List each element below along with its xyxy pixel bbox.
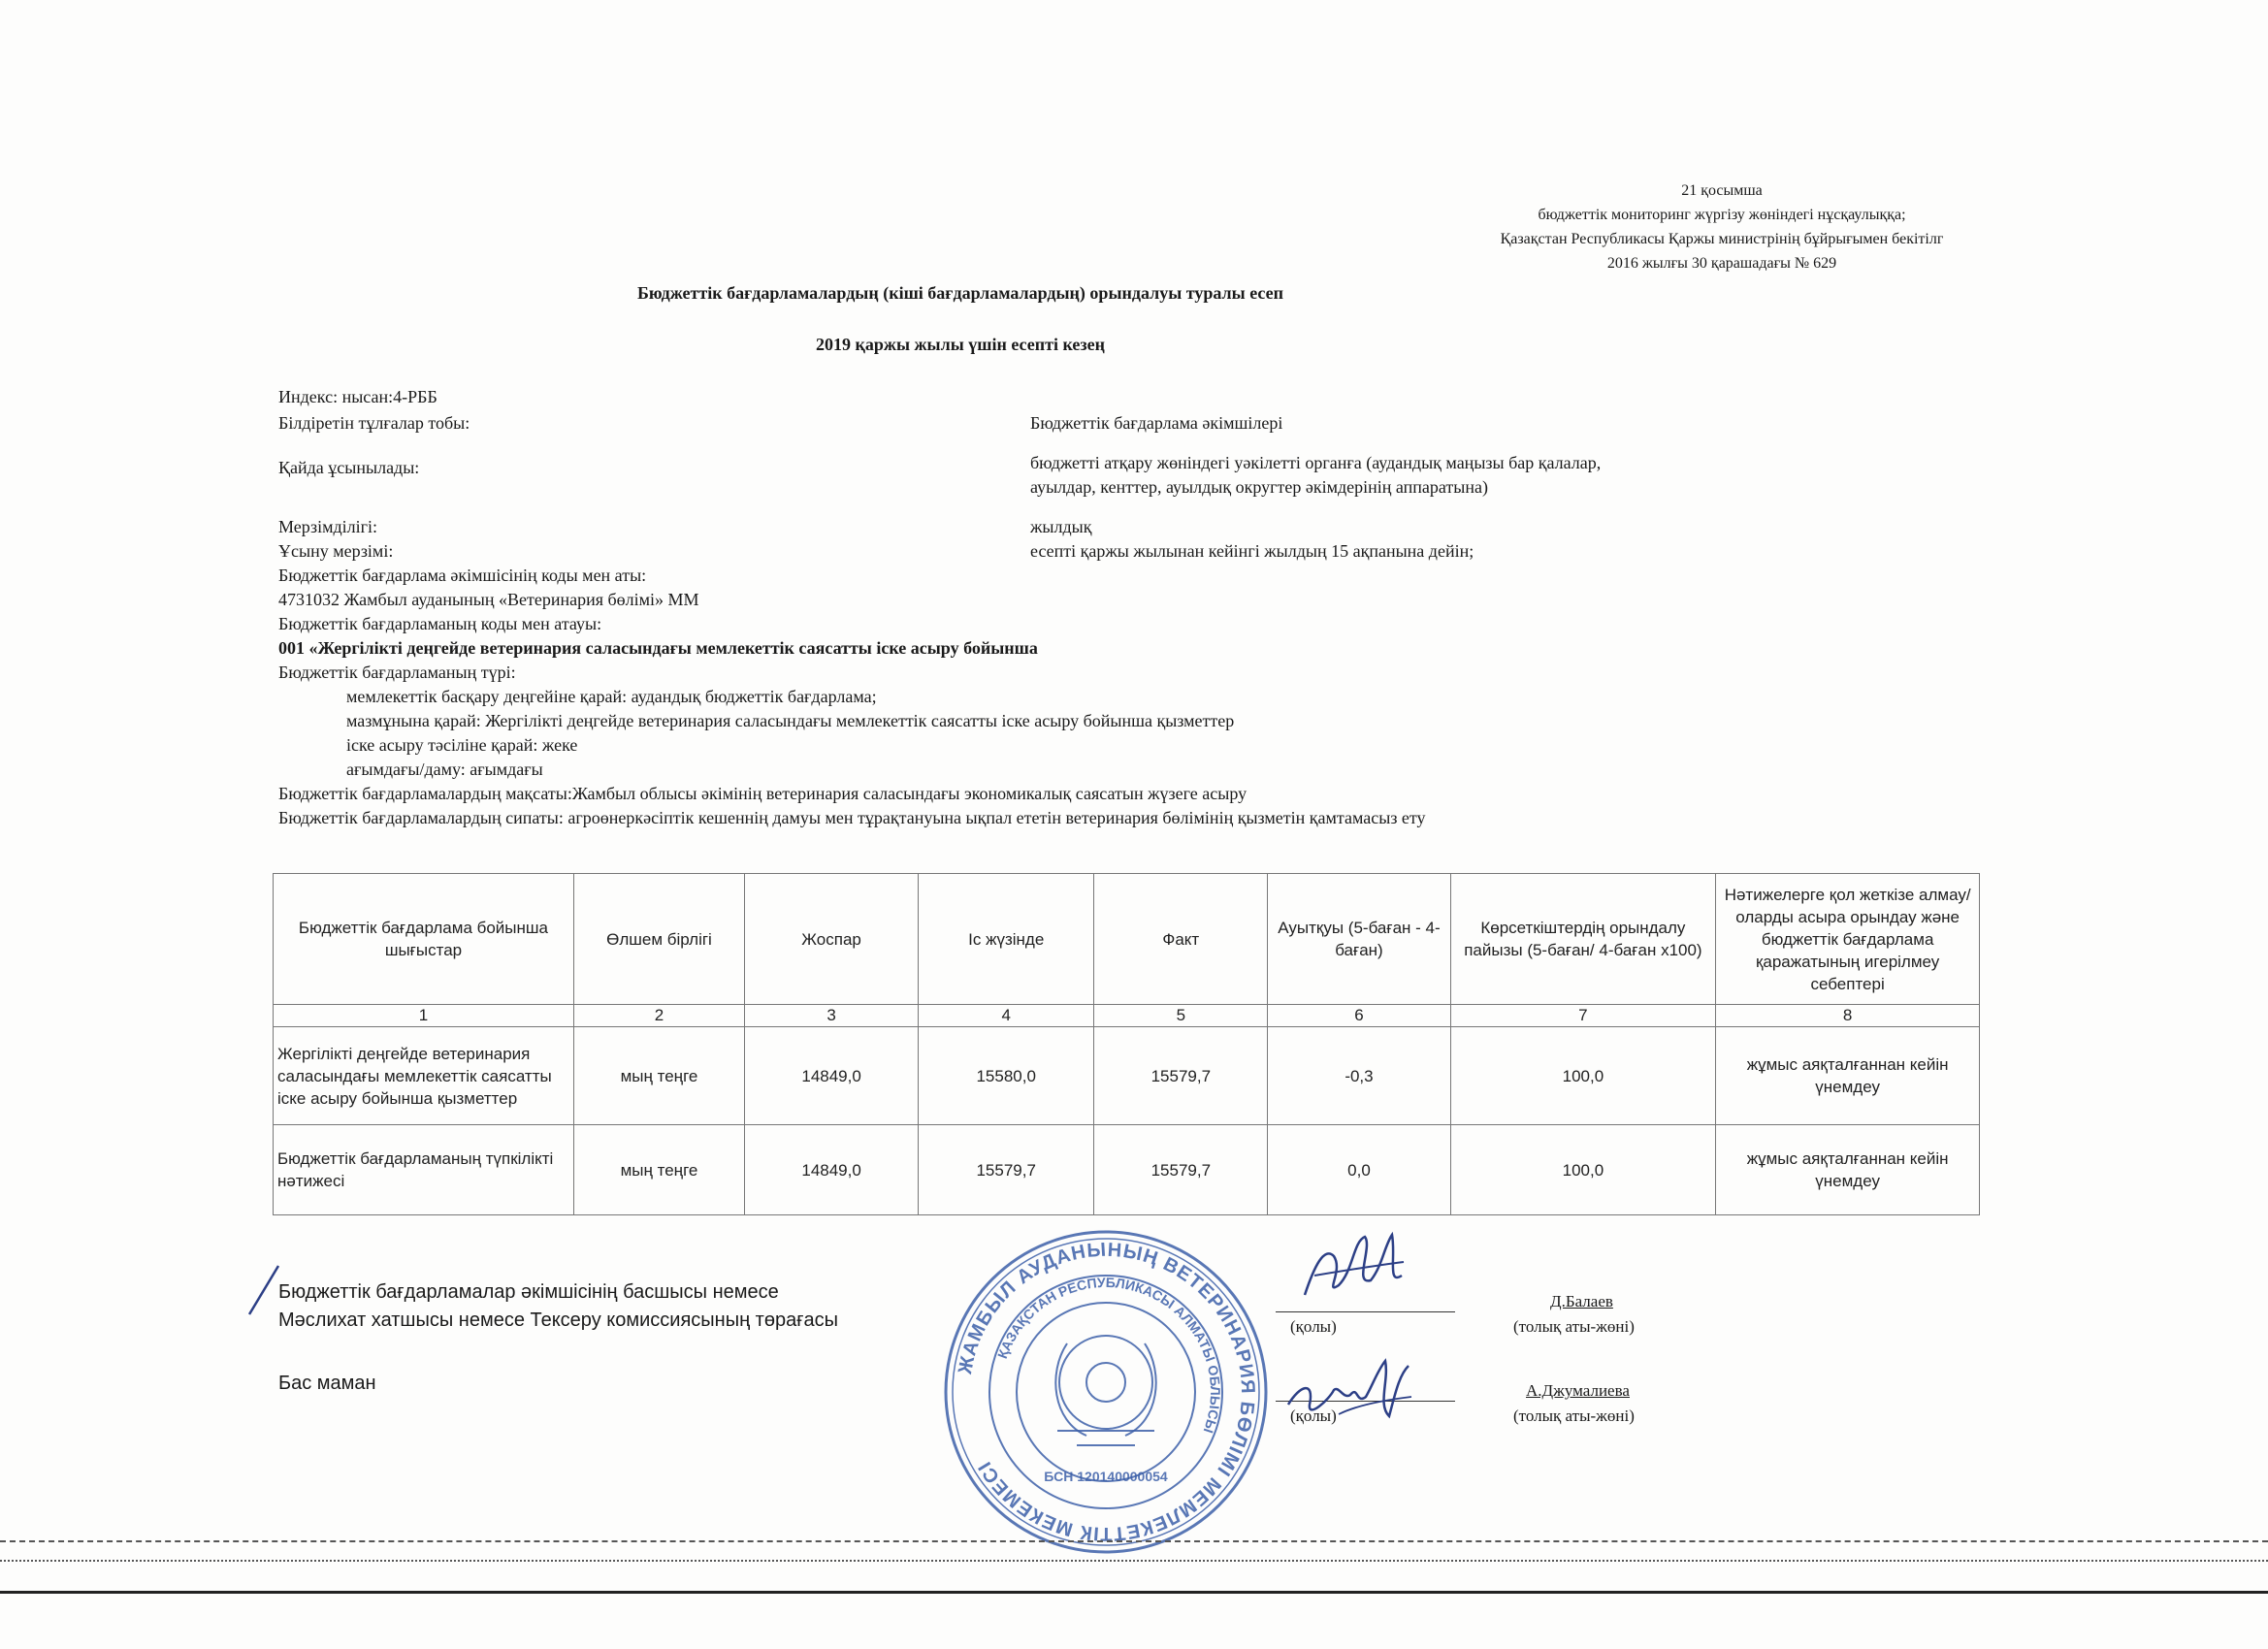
form-index: Индекс: нысан:4-РББ (278, 387, 437, 406)
table-header-row (274, 874, 1980, 1005)
cell-expense: Жергілікті деңгейде ветеринария саласындағы мемлекеттік саясатты іске асыру бойынша қызметтер (274, 1027, 574, 1125)
cell-reason: жұмыс аяқталғаннан кейін үнемдеу (1716, 1125, 1980, 1215)
col-number: 6 (1268, 1005, 1450, 1027)
cell-percent: 100,0 (1450, 1027, 1716, 1125)
appendix-line-2: бюджеттік мониторинг жүргізу жөніндегі нұсқаулыққа; (1538, 207, 1906, 223)
type-line-1: мемлекеттік басқару деңгейіне қарай: аудандық бюджеттік бағдарлама; (346, 687, 877, 706)
cell-unit: мың теңге (573, 1125, 744, 1215)
specialist-signature-icon (1280, 1346, 1416, 1439)
cell-actual: 15579,7 (919, 1125, 1094, 1215)
spec-sign-label: (қолы) (1290, 1406, 1337, 1425)
col-number: 2 (573, 1005, 744, 1027)
table-row (274, 1027, 1980, 1125)
table-row (274, 1125, 1980, 1215)
spec-name-label: (толық аты-жөні) (1513, 1406, 1635, 1425)
col-number: 3 (745, 1005, 919, 1027)
group-value: Бюджеттік бағдарлама әкімшілері (1030, 413, 1283, 433)
appendix-line-4: 2016 жылғы 30 қарашадағы № 629 (1606, 255, 1837, 272)
col-number: 7 (1450, 1005, 1716, 1027)
svg-text:ҚАЗАҚСТАН РЕСПУБЛИКАСЫ АЛМАТЫ (994, 1275, 1223, 1436)
specialist-title: Бас маман (278, 1373, 376, 1394)
program-label: Бюджеттік бағдарламаның коды мен атауы: (278, 614, 602, 633)
header-reasons: Нәтижелерге қол жеткізе алмау/оларды асыра орындау және бюджеттік бағдарлама қаражатының игерілмеу себептері (1716, 874, 1980, 1005)
deadline-value: есепті қаржы жылынан кейінгі жылдың 15 ақпанына дейін; (1030, 541, 1474, 561)
deadline-label: Ұсыну мерзімі: (278, 541, 394, 561)
head-title-line-2: Мәслихат хатшысы немесе Тексеру комиссиясының төрағасы (278, 1310, 839, 1331)
type-line-3: іске асыру тәсіліне қарай: жеке (346, 735, 578, 755)
head-name-label: (толық аты-жөні) (1513, 1317, 1635, 1336)
program-nature: Бюджеттік бағдарламалардың сипаты: агроөнеркәсіптік кешеннің дамуы мен тұрақтануына ықпал ететін ветеринария бөлімінің қызметін қамтамасыз ету (278, 808, 1426, 827)
header-percent: Көрсеткіштердің орындалу пайызы (5-баған/ 4-баған х100) (1450, 874, 1716, 1005)
col-number: 5 (1094, 1005, 1268, 1027)
head-sign-label: (қолы) (1290, 1317, 1337, 1336)
head-title-line-1: Бюджеттік бағдарламалар әкімшісінің басшысы немесе (278, 1281, 779, 1303)
header-expenses: Бюджеттік бағдарлама бойынша шығыстар (274, 874, 574, 1005)
period-label: Мерзімділігі: (278, 517, 378, 536)
where-value-2: ауылдар, кенттер, ауылдық округтер әкімдерінің аппаратына) (1030, 477, 1488, 497)
group-row (278, 411, 1283, 435)
cell-expense: Бюджеттік бағдарламаның түпкілікті нәтижесі (274, 1125, 574, 1215)
report-period: 2019 қаржы жылы үшін есепті кезең (816, 335, 1105, 354)
header-fact: Факт (1094, 874, 1268, 1005)
where-label: Қайда ұсынылады: (278, 458, 420, 477)
type-line-2: мазмұнына қарай: Жергілікті деңгейде ветеринария саласындағы мемлекеттік саясатты іске асыру бойынша қызметтер (346, 711, 1235, 730)
admin-value: 4731032 Жамбыл ауданының «Ветеринария бөлімі» ММ (278, 590, 699, 609)
stamp-inner-text: ҚАЗАҚСТАН РЕСПУБЛИКАСЫ АЛМАТЫ ОБЛЫСЫ (994, 1274, 1224, 1436)
cell-percent: 100,0 (1450, 1125, 1716, 1215)
header-unit: Өлшем бірлігі (573, 874, 744, 1005)
head-signature-icon (1295, 1227, 1411, 1314)
cell-fact: 15579,7 (1094, 1125, 1268, 1215)
cell-plan: 14849,0 (745, 1027, 919, 1125)
appendix-block (1407, 178, 2037, 275)
stamp-bin: БСН 120140000054 (1044, 1469, 1168, 1484)
where-value-1: бюджетті атқару жөніндегі уәкілетті органға (аудандық маңызы бар қалалар, (1030, 453, 1602, 472)
col-number: 8 (1716, 1005, 1980, 1027)
col-number: 4 (919, 1005, 1094, 1027)
report-title: Бюджеттік бағдарламалардың (кіші бағдарламалардың) орындалуы туралы есеп (637, 283, 1283, 303)
scan-edge-line (0, 1540, 2268, 1542)
cell-fact: 15579,7 (1094, 1027, 1268, 1125)
header-deviation: Ауытқуы (5-баған - 4-баған) (1268, 874, 1450, 1005)
table-number-row (274, 1005, 1980, 1027)
cell-unit: мың теңге (573, 1027, 744, 1125)
admin-label: Бюджеттік бағдарлама әкімшісінің коды мен аты: (278, 566, 647, 585)
report-table (273, 873, 1980, 1215)
head-title (278, 1278, 838, 1335)
period-row (278, 515, 1092, 538)
program-goal: Бюджеттік бағдарламалардың мақсаты:Жамбыл облысы әкімінің ветеринария саласындағы экономикалық саясатын жүзеге асыру (278, 784, 1247, 803)
header-actual: Іс жүзінде (919, 874, 1094, 1005)
cell-actual: 15580,0 (919, 1027, 1094, 1125)
group-label: Білдіретін тұлғалар тобы: (278, 413, 470, 433)
type-label: Бюджеттік бағдарламаның түрі: (278, 663, 516, 682)
program-value: 001 «Жергілікті деңгейде ветеринария саласындағы мемлекеттік саясатты іске асыру бойынша (278, 638, 1038, 658)
official-stamp-icon (941, 1227, 1271, 1557)
appendix-line-3: Қазақстан Республикасы Қаржы министрінің бұйрығымен бекітілг (1500, 231, 1944, 247)
type-line-4: ағымдағы/даму: ағымдағы (346, 760, 543, 779)
col-number: 1 (274, 1005, 574, 1027)
cell-deviation: -0,3 (1268, 1027, 1450, 1125)
cell-plan: 14849,0 (745, 1125, 919, 1215)
cell-deviation: 0,0 (1268, 1125, 1450, 1215)
appendix-line-1: 21 қосымша (1681, 182, 1763, 199)
header-plan: Жоспар (745, 874, 919, 1005)
period-value: жылдық (1030, 517, 1092, 536)
cell-reason: жұмыс аяқталғаннан кейін үнемдеу (1716, 1027, 1980, 1125)
pen-mark-icon (244, 1261, 283, 1319)
deadline-row (278, 539, 1474, 563)
spec-name: А.Джумалиева (1526, 1381, 1630, 1400)
scan-edge-line (0, 1560, 2268, 1562)
head-name: Д.Балаев (1550, 1292, 1613, 1310)
scan-edge-line (0, 1591, 2268, 1594)
stamp-outer-text: ЖАМБЫЛ АУДАНЫНЫҢ ВЕТЕРИНАРИЯ БӨЛІМІ МЕМЛЕКЕТТІК МЕКЕМЕСІ (955, 1239, 1259, 1545)
